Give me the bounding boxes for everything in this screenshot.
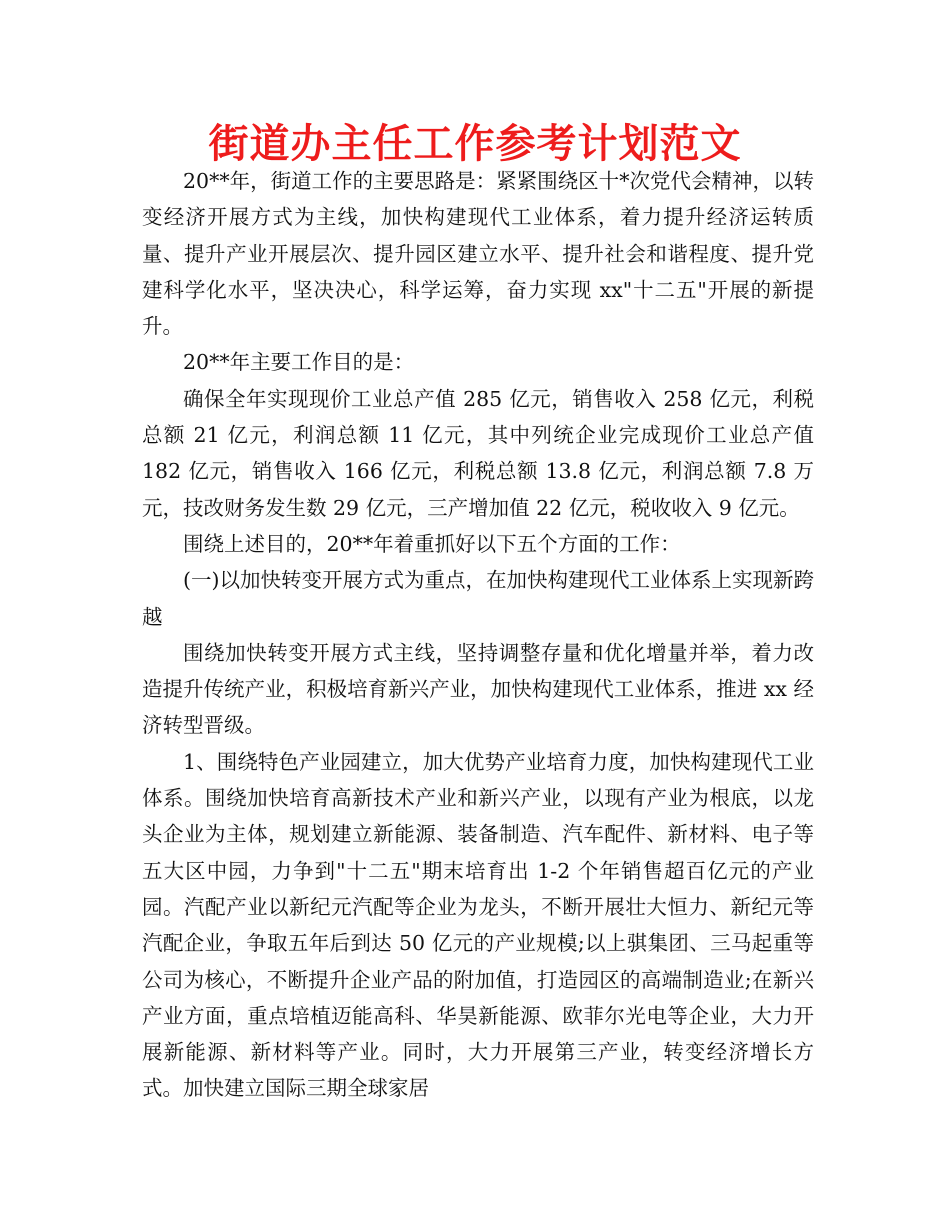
paragraph-main-idea: 20**年，街道工作的主要思路是：紧紧围绕区十*次党代会精神，以转变经济开展方式为主线，加快构建现代工业体系，着力提升经济运转质量、提升产业开展层次、提升园区建立水平、提升社会和谐程度、提升党建科学化水平，坚决决心，科学运筹，奋力实现 xx"十二五"开展的新提升。 (142, 169, 814, 339)
paragraph-goals-heading: 20**年主要工作目的是： (183, 350, 415, 375)
document-body (142, 163, 814, 1107)
paragraph-section-one-intro: 围绕加快转变开展方式主线，坚持调整存量和优化增量并举，着力改造提升传统产业，积极培育新兴产业，加快构建现代工业体系，推进 xx 经济转型晋级。 (142, 640, 814, 738)
paragraph-section-one-heading: (一)以加快转变开展方式为重点，在加快构建现代工业体系上实现新跨越 (142, 568, 814, 629)
paragraph-item-one: 1、围绕特色产业园建立，加大优势产业培育力度，加快构建现代工业体系。围绕加快培育高新技术产业和新兴产业，以现有产业为根底，以龙头企业为主体，规划建立新能源、装备制造、汽车配件、新材料、电子等五大区中园，力争到"十二五"期末培育出 1-2 个年销售超百亿元的产业园。汽配产业以新纪元汽配等企业为龙头，不断开展壮大恒力、新纪元等汽配企业，争取五年后到达 50 亿元的产业规模;以上骐集团、三马起重等公司为核心，不断提升企业产品的附加值，打造园区的高端制造业;在新兴产业方面，重点培植迈能高科、华昊新能源、欧菲尔光电等企业，大力开展新能源、新材料等产业。同时，大力开展第三产业，转变经济增长方式。加快建立国际三期全球家居 (142, 749, 814, 1101)
document-title: 街道办主任工作参考计划范文 (208, 121, 742, 167)
paragraph-five-aspects: 围绕上述目的，20**年着重抓好以下五个方面的工作： (183, 531, 681, 556)
paragraph-goals-detail: 确保全年实现现价工业总产值 285 亿元，销售收入 258 亿元，利税总额 21 亿元，利润总额 11 亿元，其中列统企业完成现价工业总产值 182 亿元，销售收入 166 亿元，利税总额 13.8 亿元，利润总额 7.8 万元，技改财务发生数 29 亿元，三产增加值 22 亿元，税收收入 9 亿元。 (142, 386, 814, 520)
